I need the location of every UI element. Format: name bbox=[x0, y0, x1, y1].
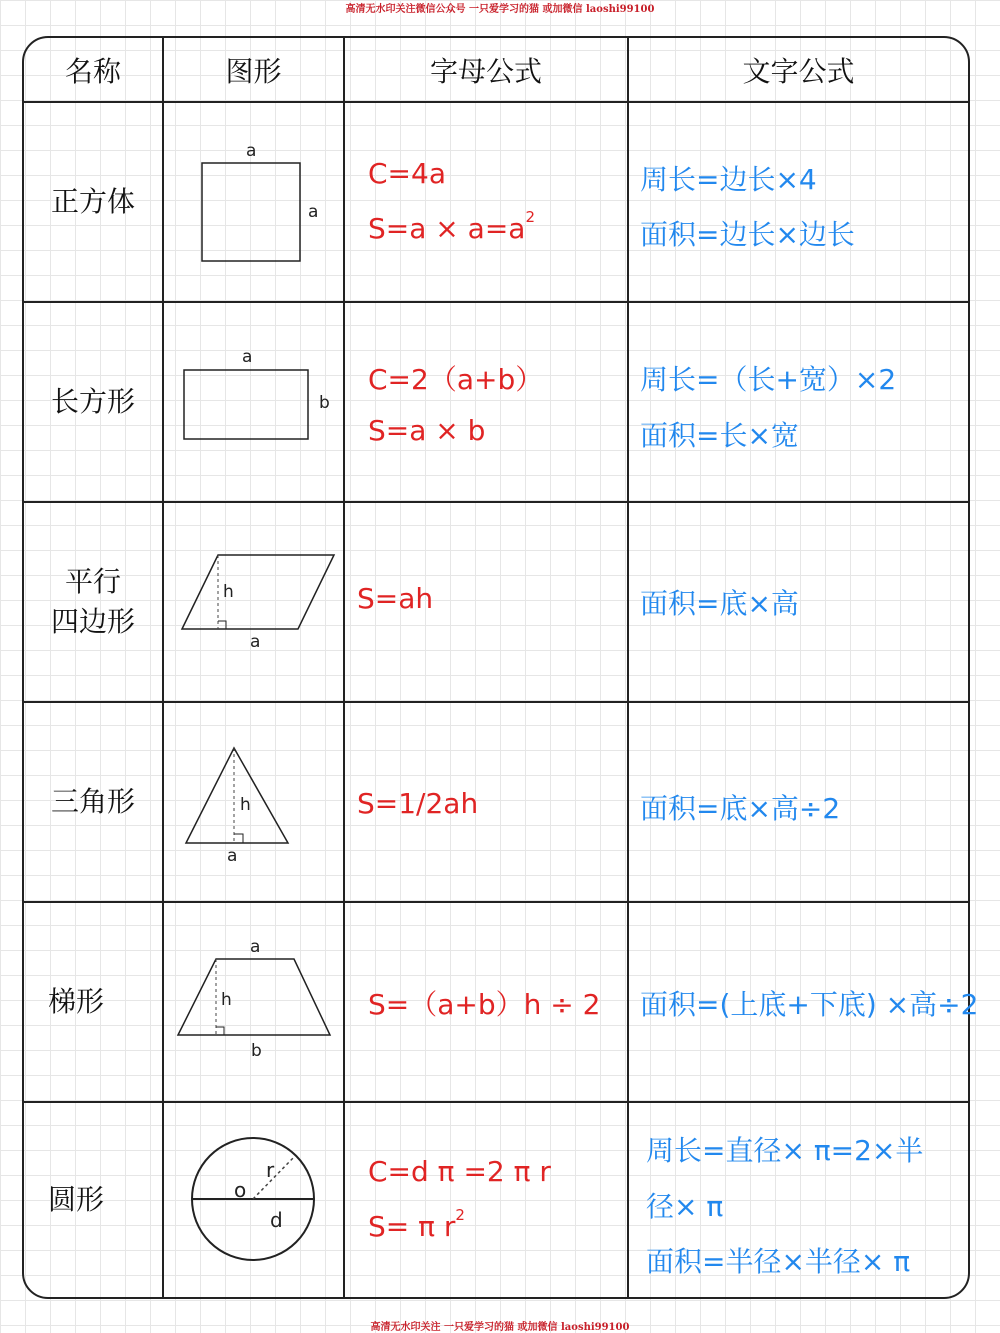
triangle-area-letter: S=1/2ah bbox=[357, 787, 479, 820]
column-divider bbox=[627, 36, 629, 1299]
circle-circumference-letter: C=d π =2 π r bbox=[368, 1155, 551, 1188]
trapezoid-bottom-base-label: b bbox=[251, 1041, 262, 1061]
circle-center-label: o bbox=[234, 1178, 247, 1202]
circle-diameter-label: d bbox=[270, 1208, 283, 1232]
rectangle-area-word: 面积=长×宽 bbox=[640, 419, 799, 452]
square-side-label: a bbox=[246, 141, 257, 161]
triangle-area-word: 面积=底×高÷2 bbox=[640, 792, 841, 825]
rectangle-area-letter: S=a × b bbox=[368, 414, 486, 447]
header-word-formula: 文字公式 bbox=[742, 54, 855, 88]
parallelogram-height-label: h bbox=[223, 582, 234, 602]
square-perimeter-word: 周长=边长×4 bbox=[640, 163, 817, 196]
shape-name-triangle: 三角形 bbox=[50, 785, 135, 818]
parallelogram-area-letter: S=ah bbox=[357, 582, 434, 615]
circle-radius-label: r bbox=[266, 1158, 275, 1182]
header-letter-formula: 字母公式 bbox=[429, 54, 542, 88]
shape-name-parallelogram bbox=[24, 503, 162, 701]
square-figure bbox=[164, 103, 343, 301]
parallelogram-base-label: a bbox=[250, 632, 261, 652]
square-side-label: a bbox=[308, 202, 319, 222]
column-divider bbox=[343, 36, 345, 1299]
triangle-base-label: a bbox=[227, 846, 238, 866]
shape-name-square: 正方体 bbox=[50, 185, 135, 218]
square-perimeter-letter: C=4a bbox=[368, 157, 446, 190]
rectangle-width-label: b bbox=[319, 393, 330, 413]
circle-area-letter: S= π $r^2$ bbox=[368, 1206, 465, 1243]
watermark-top: 高清无水印关注微信公众号 一只爱学习的猫 或加微信 laoshi99100 bbox=[345, 4, 655, 15]
shape-name-trapezoid: 梯形 bbox=[48, 985, 105, 1018]
shape-name-line: 平行 bbox=[64, 565, 121, 598]
shape-name-circle: 圆形 bbox=[48, 1183, 105, 1216]
circle-area-word: 面积=半径×半径× π bbox=[646, 1245, 911, 1278]
trapezoid-area-letter: S=（a+b）h ÷ 2 bbox=[368, 988, 601, 1021]
triangle-height-label: h bbox=[240, 795, 251, 815]
rectangle-length-label: a bbox=[242, 347, 253, 367]
parallelogram-area-word: 面积=底×高 bbox=[640, 587, 799, 620]
square-area-word: 面积=边长×边长 bbox=[640, 218, 855, 251]
triangle-figure bbox=[164, 703, 343, 901]
circle-figure bbox=[164, 1103, 343, 1297]
watermark-bottom: 高清无水印关注 一只爱学习的猫 或加微信 laoshi99100 bbox=[370, 1322, 630, 1333]
rectangle-perimeter-letter: C=2（a+b） bbox=[368, 363, 544, 396]
header-shape: 图形 bbox=[225, 54, 282, 88]
trapezoid-area-word: 面积=(上底+下底) ×高÷2 bbox=[640, 988, 979, 1021]
rectangle-figure bbox=[164, 303, 343, 501]
header-name: 名称 bbox=[64, 54, 121, 88]
trapezoid-height-label: h bbox=[221, 990, 232, 1010]
rectangle-perimeter-word: 周长=（长+宽）×2 bbox=[640, 363, 897, 396]
shape-name-rectangle: 长方形 bbox=[50, 385, 135, 418]
trapezoid-figure bbox=[164, 903, 343, 1101]
circle-circumference-word-cont: 径× π bbox=[646, 1190, 724, 1223]
shape-name-line: 四边形 bbox=[50, 605, 135, 638]
circle-circumference-word: 周长=直径× π=2×半 bbox=[646, 1134, 924, 1167]
trapezoid-top-base-label: a bbox=[250, 937, 261, 957]
parallelogram-figure bbox=[164, 503, 343, 701]
square-area-letter: $S=a \times a=a^2$ bbox=[368, 208, 535, 245]
